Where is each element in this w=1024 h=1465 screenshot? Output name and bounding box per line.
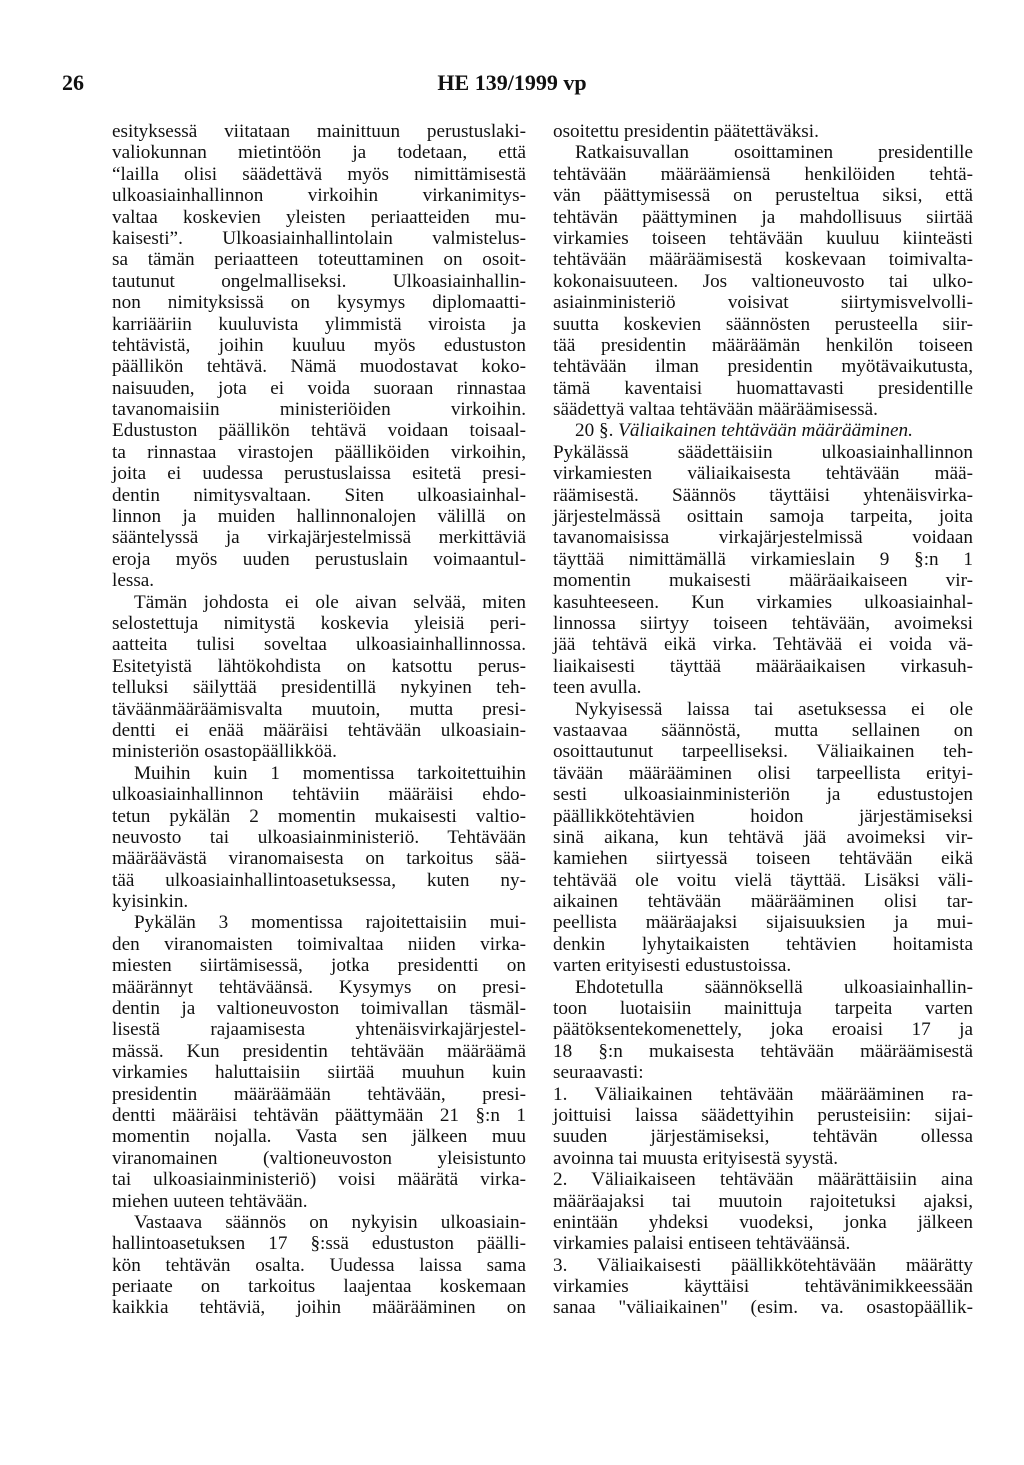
text-line: karriääriin kuuluvista ylimmistä viroista ja xyxy=(112,313,526,335)
text-line: peellista määräajaksi sijaisuuksien ja mui- xyxy=(553,912,973,934)
text-line: 1. Väliaikainen tehtävään määrääminen ra- xyxy=(553,1083,973,1105)
text-line: selostettuja nimitystä koskevia yleisiä peri- xyxy=(112,612,526,634)
text-line: suutta koskevien säännösten perusteella siir- xyxy=(553,313,973,335)
text-line: Tämän johdosta ei ole aivan selvää, miten xyxy=(134,591,526,613)
text-line: liaikaisesti täyttää määräaikaisen virkasuh- xyxy=(553,655,973,677)
text-line: kön tehtävän osalta. Uudessa laissa sama xyxy=(112,1254,526,1276)
text-line: päätöksentekomenettely, joka eroaisi 17 ja xyxy=(553,1019,973,1041)
text-line: päällikkötehtävien hoidon järjestämiseksi xyxy=(553,805,973,827)
text-line: momentin mukaisesti määräaikaiseen vir- xyxy=(553,570,973,592)
text-line: Ehdotetulla säännöksellä ulkoasiainhallin- xyxy=(575,976,973,998)
text-line: kaikkia tehtäviä, joihin määrääminen on xyxy=(112,1297,526,1319)
text-line: sa tämän periaatteen toteuttaminen on osoit- xyxy=(112,249,526,271)
text-line: toon luotaisiin mainittuja tarpeita varten xyxy=(553,998,973,1020)
text-line: telluksi säilyttää presidentillä nykyinen teh- xyxy=(112,677,526,699)
text-line: esityksessä viitataan mainittuun perustuslaki- xyxy=(112,121,526,142)
running-head: HE 139/1999 vp xyxy=(437,70,587,95)
text-line: Esitetyistä lähtökohdista on katsottu perus- xyxy=(112,655,526,677)
text-line: periaate on tarkoitus laajentaa koskemaan xyxy=(112,1276,526,1298)
text-line: virkamiesten väliaikaisesta tehtävään mää- xyxy=(553,463,973,485)
text-line: osoittautunut tarpeelliseksi. Väliaikainen teh- xyxy=(553,741,973,763)
text-line: dentti ei enää määräisi tehtävään ulkoasiain- xyxy=(112,719,526,741)
text-line: kasuhteeseen. Kun virkamies ulkoasiainhal- xyxy=(553,591,973,613)
text-line: lisestä rajaamisesta yhtenäisvirkajärjestel- xyxy=(112,1019,526,1041)
text-line: päällikön tehtävä. Nämä muodostavat koko- xyxy=(112,356,526,378)
text-line: kaisesti”. Ulkoasiainhallintolain valmistelus- xyxy=(112,227,526,249)
text-line: sanaa "väliaikainen" (esim. va. osastopäällik- xyxy=(553,1297,973,1319)
text-line: tetun pykälän 2 momentin mukaisesti valtio- xyxy=(112,805,526,827)
text-line: sesti ulkoasiainministeriön ja edustustojen xyxy=(553,784,973,806)
text-line: den viranomaisten toimivaltaa niiden virka- xyxy=(112,933,526,955)
text-line: dentin nimitysvaltaan. Siten ulkoasiainhal- xyxy=(112,484,526,506)
text-line: tai ulkoasiainministeriö) voisi määrätä virka- xyxy=(112,1169,526,1191)
text-line: hallintoasetuksen 17 §:ssä edustuston päälli- xyxy=(112,1233,526,1255)
text-line: aatteita tulisi soveltaa ulkoasiainhallinnossa. xyxy=(112,634,526,656)
text-line: miesten siirtämisessä, jotka presidentti on xyxy=(112,955,526,977)
page-number: 26 xyxy=(62,70,84,95)
text-line: ulkoasiainhallinnon virkoihin virkanimitys- xyxy=(112,185,526,207)
text-line: sinä aikana, kun tehtävä jää avoimeksi vir- xyxy=(553,826,973,848)
right-text-column xyxy=(553,121,973,1319)
text-line: vastaavaa säännöstä, mutta sellainen on xyxy=(553,719,973,741)
text-line: täväänmääräämisvalta muutoin, mutta presi- xyxy=(112,698,526,720)
section-heading-italic: Väliaikainen tehtävään määrääminen. xyxy=(613,420,913,442)
text-line: asiainministeriö voisivat siirtymisvelvolli- xyxy=(553,292,973,314)
text-line: mässä. Kun presidentin tehtävään määräämä xyxy=(112,1040,526,1062)
text-line: “lailla olisi säädettävä myös nimittämisestä xyxy=(112,163,526,185)
text-line: tehtävään määräämiensä henkilöiden tehtä- xyxy=(553,163,973,185)
text-line: 20 §. Väliaikainen tehtävään määrääminen. xyxy=(575,420,913,442)
text-line: dentti määräisi tehtävän päättymään 21 §:n 1 xyxy=(112,1104,526,1126)
text-line: tää ulkoasiainhallintoasetuksessa, kuten ny- xyxy=(112,869,526,891)
text-line: lessa. xyxy=(112,570,155,592)
text-line: kamiehen siirtyessä toiseen tehtävään eikä xyxy=(553,848,973,870)
text-line: varten erityisesti edustustoissa. xyxy=(553,955,792,977)
text-line: virkamies käyttäisi tehtävänimikkeessään xyxy=(553,1276,973,1298)
text-line: linnossa siirtyy toiseen tehtävään, avoimeksi xyxy=(553,612,973,634)
text-line: Muihin kuin 1 momentissa tarkoitettuihin xyxy=(134,762,526,784)
text-line: dentin ja valtioneuvoston toimivallan täsmäl- xyxy=(112,998,526,1020)
text-line: tävään määrääminen olisi tarpeellista erityi- xyxy=(553,762,973,784)
text-line: järjestelmässä osittain samoja tarpeita, joita xyxy=(553,506,973,528)
text-line: tehtävää ole voitu vielä täyttää. Lisäksi väli- xyxy=(553,869,973,891)
text-line: Pykälässä säädettäisiin ulkoasiainhallinnon xyxy=(553,441,973,463)
text-line: tehtävistä, joihin kuuluu myös edustuston xyxy=(112,334,526,356)
text-line: virkamies palaisi entiseen tehtäväänsä. xyxy=(553,1233,851,1255)
text-line: tavanomaisiin ministeriöiden virkoihin. xyxy=(112,399,526,421)
text-line: teen avulla. xyxy=(553,677,642,699)
text-line: Pykälän 3 momentissa rajoitettaisiin mui- xyxy=(134,912,526,934)
text-line: tehtävän päättyminen ja mahdollisuus siirtää xyxy=(553,206,973,228)
text-line: miehen uuteen tehtävään. xyxy=(112,1190,308,1212)
text-line: tehtävään määräämisestä koskevaan toimivalta- xyxy=(553,249,973,271)
text-line: ministeriön osastopäällikköä. xyxy=(112,741,337,763)
text-line: tämä kaventaisi huomattavasti presidentille xyxy=(553,377,973,399)
text-line: neuvosto tai ulkoasiainministeriö. Tehtävään xyxy=(112,826,526,848)
text-line: kokonaisuuteen. Jos valtioneuvosto tai ulko- xyxy=(553,270,973,292)
text-line: ta rinnastaa virastojen päälliköiden virkoihin, xyxy=(112,441,526,463)
text-line: tavanomaisissa virkajärjestelmissä voidaan xyxy=(553,527,973,549)
text-line: kyisinkin. xyxy=(112,891,189,913)
text-line: avoinna tai muusta erityisestä syystä. xyxy=(553,1147,839,1169)
left-text-column xyxy=(112,121,526,1319)
text-line: linnon ja muiden hallinnonalojen välillä on xyxy=(112,506,526,528)
text-line: viranomainen (valtioneuvoston yleisistunto xyxy=(112,1147,526,1169)
text-line: sääntelyssä ja virkajärjestelmissä merkittäviä xyxy=(112,527,526,549)
text-line: Nykyisessä laissa tai asetuksessa ei ole xyxy=(575,698,973,720)
text-line: naisuuden, jota ei voida suoraan rinnastaa xyxy=(112,377,526,399)
text-line: suuden järjestämiseksi, tehtävän ollessa xyxy=(553,1126,973,1148)
text-line: jää tehtävä eikä virka. Tehtävää ei voida vä- xyxy=(553,634,973,656)
text-line: säädettyä valtaa tehtävään määräämisessä. xyxy=(553,399,878,421)
text-line: tehtävään ilman presidentin myötävaikutusta, xyxy=(553,356,973,378)
text-line: joita ei uudessa perustuslaissa esitetä presi- xyxy=(112,463,526,485)
text-line: vän päättymisessä on perusteltua siksi, että xyxy=(553,185,973,207)
text-line: seuraavasti: xyxy=(553,1062,644,1084)
text-line: aikainen tehtävään määrääminen olisi tar- xyxy=(553,891,973,913)
text-line: määräävästä viranomaisesta on tarkoitus sää- xyxy=(112,848,526,870)
text-line: momentin nojalla. Vasta sen jälkeen muu xyxy=(112,1126,526,1148)
text-line: joittuisi laissa säädettyihin perusteisiin: sijai- xyxy=(553,1104,973,1126)
text-line: räämisestä. Säännös täyttäisi yhtenäisvirka- xyxy=(553,484,973,506)
text-line: valiokunnan mietintöön ja todetaan, että xyxy=(112,142,526,164)
text-line: määrännyt tehtäväänsä. Kysymys on presi- xyxy=(112,976,526,998)
text-line: virkamies toiseen tehtävään kuuluu kiinteästi xyxy=(553,227,973,249)
text-line: 3. Väliaikaisesti päällikkötehtävään määrätty xyxy=(553,1254,973,1276)
text-line: määräajaksi tai muutoin rajoitetuksi ajaksi, xyxy=(553,1190,973,1212)
text-line: ulkoasiainhallinnon tehtäviin määräisi ehdo- xyxy=(112,784,526,806)
text-line: denkin lyhytaikaisten tehtävien hoitamista xyxy=(553,933,973,955)
text-line: virkamies haluttaisiin siirtää muuhun kuin xyxy=(112,1062,526,1084)
text-line: täyttää nimittämällä virkamieslain 9 §:n 1 xyxy=(553,548,973,570)
text-line: Ratkaisuvallan osoittaminen presidentille xyxy=(575,142,973,164)
text-line: eroja myös uuden perustuslain voimaantul- xyxy=(112,548,526,570)
text-line: 18 §:n mukaisesta tehtävään määräämisestä xyxy=(553,1040,973,1062)
text-line: osoitettu presidentin päätettäväksi. xyxy=(553,121,819,142)
text-line: enintään yhdeksi vuodeksi, jonka jälkeen xyxy=(553,1211,973,1233)
text-line: non nimityksissä on kysymys diplomaatti- xyxy=(112,292,526,314)
text-line: presidentin määräämään tehtävään, presi- xyxy=(112,1083,526,1105)
text-line: valtaa koskevien yleisten periaatteiden mu- xyxy=(112,206,526,228)
text-line: 2. Väliaikaiseen tehtävään määrättäisiin aina xyxy=(553,1169,973,1191)
text-line: Vastaava säännös on nykyisin ulkoasiain- xyxy=(134,1211,526,1233)
text-line: Edustuston päällikön tehtävä voidaan toisaal- xyxy=(112,420,526,442)
text-line: tautunut ongelmalliseksi. Ulkoasiainhallin- xyxy=(112,270,526,292)
text-line: tää presidentin määräämän henkilön toiseen xyxy=(553,334,973,356)
